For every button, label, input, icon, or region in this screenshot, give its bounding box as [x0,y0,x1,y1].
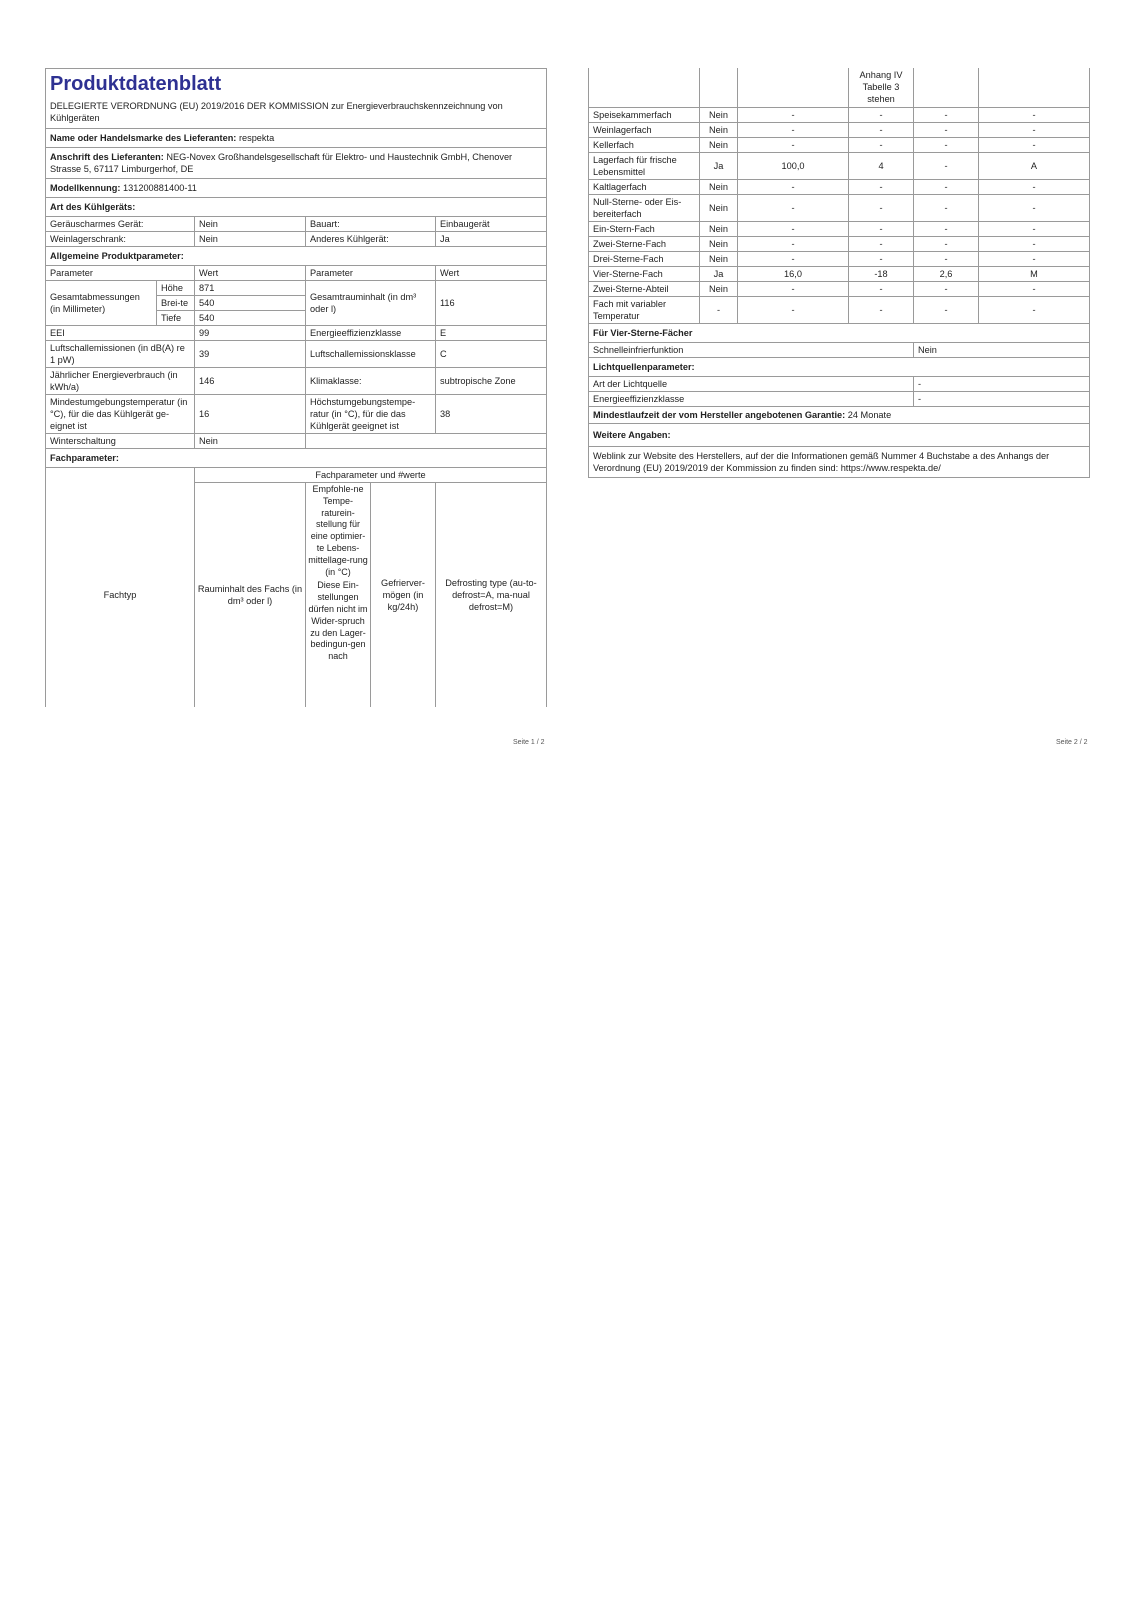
annual-consumption-label: Jährlicher Energieverbrauch (in kWh/a) [46,368,195,395]
volume-label: Gesamtrauminhalt (in dm³ oder l) [306,281,436,326]
compartment-present: Ja [700,152,738,179]
design-label: Bauart: [306,217,436,232]
compartment-row [589,296,1090,323]
model-label: Modellkennung: [50,183,121,193]
continued-temp-header: Anhang IV Tabelle 3 stehen [849,68,914,107]
width-label: Brei-te [157,296,195,311]
manufacturer-weblink: Weblink zur Website des Herstellers, auf der die Informationen gemäß Nummer 4 Buchstabe a des Anhangs der Verordnung (EU) 2019/2019 der Kommission zu finden sind: https://www.respekta.de/ [589,446,1090,477]
warranty-label: Mindestlaufzeit der vom Hersteller angebotenen Garantie: [593,409,846,420]
light-type-label: Art der Lichtquelle [589,376,914,391]
compartment-defrost: - [979,251,1090,266]
compartment-row [589,221,1090,236]
datasheet-page-1 [45,68,546,707]
fast-freeze-label: Schnelleinfrierfunktion [589,342,914,357]
value-header-2: Wert [436,266,547,281]
compartment-present: Nein [700,122,738,137]
compartment-volume: - [738,179,849,194]
compartment-name: Kellerfach [589,137,700,152]
compartment-temp: - [849,281,914,296]
compartment-rows [589,107,1090,323]
compartment-volume: 100,0 [738,152,849,179]
height-value: 871 [195,281,306,296]
compartment-volume: - [738,236,849,251]
compartment-present: Nein [700,281,738,296]
low-noise-value: Nein [195,217,306,232]
col-type-header: Fachtyp [46,483,195,707]
wine-cabinet-value: Nein [195,232,306,247]
more-info-heading: Weitere Angaben: [589,423,1090,446]
compartment-freeze: - [914,194,979,221]
compartment-name: Drei-Sterne-Fach [589,251,700,266]
compartment-present: Nein [700,137,738,152]
compartment-present: Nein [700,236,738,251]
compartment-name: Zwei-Sterne-Fach [589,236,700,251]
supplier-address-label: Anschrift des Lieferanten: [50,152,164,162]
light-efficiency-value: - [914,391,1090,406]
compartment-name: Speisekammerfach [589,107,700,122]
compartment-row [589,194,1090,221]
compartment-name: Null-Sterne- oder Eis-bereiterfach [589,194,700,221]
compartment-volume: - [738,221,849,236]
climate-class-value: subtropische Zone [436,368,547,395]
light-efficiency-label: Energieeffizienzklasse [589,391,914,406]
compartment-defrost: - [979,236,1090,251]
low-noise-label: Geräuscharmes Gerät: [46,217,195,232]
noise-label: Luftschallemissionen (in dB(A) re 1 pW) [46,341,195,368]
compartment-defrost: - [979,107,1090,122]
eei-label: EEI [46,326,195,341]
datasheet-table-2 [588,68,1090,478]
depth-label: Tiefe [157,311,195,326]
compartment-volume: - [738,137,849,152]
warranty-value: 24 Monate [847,409,892,420]
compartment-present: Nein [700,221,738,236]
compartment-group-header: Fachparameter und #werte [195,468,547,483]
supplier-address-value: NEG-Novex Großhandelsgesellschaft für Elektro- und Haustechnik GmbH, Chenover Strasse 5, 67117 Limburgerhof, DE [50,152,513,174]
compartment-row [589,107,1090,122]
compartment-volume: - [738,122,849,137]
col-temp-header: Empfohle-ne Tempe-raturein-stellung für eine optimier-te Lebens-mittellage-rung (in °C) [308,484,368,577]
compartment-freeze: 2,6 [914,266,979,281]
efficiency-class-label: Energieeffizienzklasse [306,326,436,341]
compartment-temp: - [849,122,914,137]
compartment-defrost: - [979,137,1090,152]
compartment-temp: - [849,296,914,323]
compartment-freeze: - [914,296,979,323]
other-appliance-value: Ja [436,232,547,247]
compartment-defrost: - [979,122,1090,137]
compartment-volume: 16,0 [738,266,849,281]
winter-value: Nein [195,434,306,449]
compartment-defrost: - [979,296,1090,323]
four-star-heading: Für Vier-Sterne-Fächer [589,323,1090,342]
compartment-name: Ein-Stern-Fach [589,221,700,236]
climate-class-label: Klimaklasse: [306,368,436,395]
col-volume-header: Rauminhalt des Fachs (in dm³ oder l) [195,483,306,707]
compartment-row [589,281,1090,296]
compartment-freeze: - [914,152,979,179]
supplier-name-value: respekta [238,133,275,143]
noise-class-value: C [436,341,547,368]
page-title: Produktdatenblatt [50,73,222,95]
compartment-name: Vier-Sterne-Fach [589,266,700,281]
compartment-present: - [700,296,738,323]
min-temp-label: Mindestumgebungstemperatur (in °C), für die das Kühlgerät ge-eignet ist [46,395,195,434]
annual-consumption-value: 146 [195,368,306,395]
compartment-row [589,122,1090,137]
compartment-row [589,179,1090,194]
eei-value: 99 [195,326,306,341]
col-temp-note: Diese Ein-stellungen dürfen nicht im Wider-spruch zu den Lager-bedingun-gen nach [308,580,368,662]
compartment-row [589,152,1090,179]
datasheet-table-1 [45,68,547,707]
compartment-temp: - [849,221,914,236]
page-number-1: Seite 1 / 2 [513,739,545,746]
compartment-freeze: - [914,251,979,266]
volume-value: 116 [436,281,547,326]
compartment-temp: - [849,236,914,251]
compartment-present: Nein [700,179,738,194]
compartment-temp: 4 [849,152,914,179]
noise-class-label: Luftschallemissionsklasse [306,341,436,368]
compartment-temp: - [849,137,914,152]
value-header: Wert [195,266,306,281]
compartment-freeze: - [914,281,979,296]
wine-cabinet-label: Weinlagerschrank: [46,232,195,247]
compartment-freeze: - [914,221,979,236]
compartment-present: Nein [700,107,738,122]
compartment-defrost: M [979,266,1090,281]
design-value: Einbaugerät [436,217,547,232]
general-heading: Allgemeine Produktparameter: [46,247,547,266]
noise-value: 39 [195,341,306,368]
compartment-row [589,137,1090,152]
datasheet-page-2 [588,68,1089,478]
width-value: 540 [195,296,306,311]
compartment-temp: - [849,251,914,266]
dimensions-label: Gesamtabmessungen (in Millimeter) [46,281,157,326]
model-value: 131200881400-11 [123,183,197,193]
max-temp-value: 38 [436,395,547,434]
compartment-present: Ja [700,266,738,281]
col-defrost-header: Defrosting type (au-to-defrost=A, ma-nual defrost=M) [436,483,547,707]
compartment-volume: - [738,281,849,296]
efficiency-class-value: E [436,326,547,341]
compartment-row [589,266,1090,281]
light-type-value: - [914,376,1090,391]
compartment-name: Zwei-Sterne-Abteil [589,281,700,296]
compartment-present: Nein [700,251,738,266]
compartment-name: Kaltlagerfach [589,179,700,194]
compartment-present: Nein [700,194,738,221]
page-number-2: Seite 2 / 2 [1056,739,1088,746]
compartment-defrost: - [979,179,1090,194]
compartment-volume: - [738,296,849,323]
compartment-name: Weinlagerfach [589,122,700,137]
compartment-freeze: - [914,236,979,251]
light-heading: Lichtquellenparameter: [589,357,1090,376]
compartment-freeze: - [914,179,979,194]
compartment-defrost: - [979,281,1090,296]
compartment-volume: - [738,251,849,266]
col-freeze-header: Gefrierver-mögen (in kg/24h) [371,483,436,707]
compartment-defrost: A [979,152,1090,179]
fast-freeze-value: Nein [914,342,1090,357]
regulation-text: DELEGIERTE VERORDNUNG (EU) 2019/2016 DER KOMMISSION zur Energieverbrauchskennzeichnung von Kühlgeräten [50,101,503,123]
compartment-defrost: - [979,194,1090,221]
min-temp-value: 16 [195,395,306,434]
compartment-name: Lagerfach für frische Lebensmittel [589,152,700,179]
compartment-freeze: - [914,122,979,137]
compartment-volume: - [738,194,849,221]
other-appliance-label: Anderes Kühlgerät: [306,232,436,247]
compartment-temp: - [849,107,914,122]
winter-label: Winterschaltung [46,434,195,449]
compartment-freeze: - [914,107,979,122]
type-heading: Art des Kühlgeräts: [46,198,547,217]
compartment-freeze: - [914,137,979,152]
compartment-temp: - [849,179,914,194]
depth-value: 540 [195,311,306,326]
height-label: Höhe [157,281,195,296]
compartment-row [589,236,1090,251]
compartment-row [589,251,1090,266]
compartment-temp: -18 [849,266,914,281]
compartment-volume: - [738,107,849,122]
compartment-name: Fach mit variabler Temperatur [589,296,700,323]
compartment-defrost: - [979,221,1090,236]
compartment-heading: Fachparameter: [46,449,547,468]
param-header-2: Parameter [306,266,436,281]
compartment-temp: - [849,194,914,221]
supplier-name-label: Name oder Handelsmarke des Lieferanten: [50,133,237,143]
max-temp-label: Höchstumgebungstempe-ratur (in °C), für die das Kühlgerät geeignet ist [306,395,436,434]
param-header: Parameter [46,266,195,281]
